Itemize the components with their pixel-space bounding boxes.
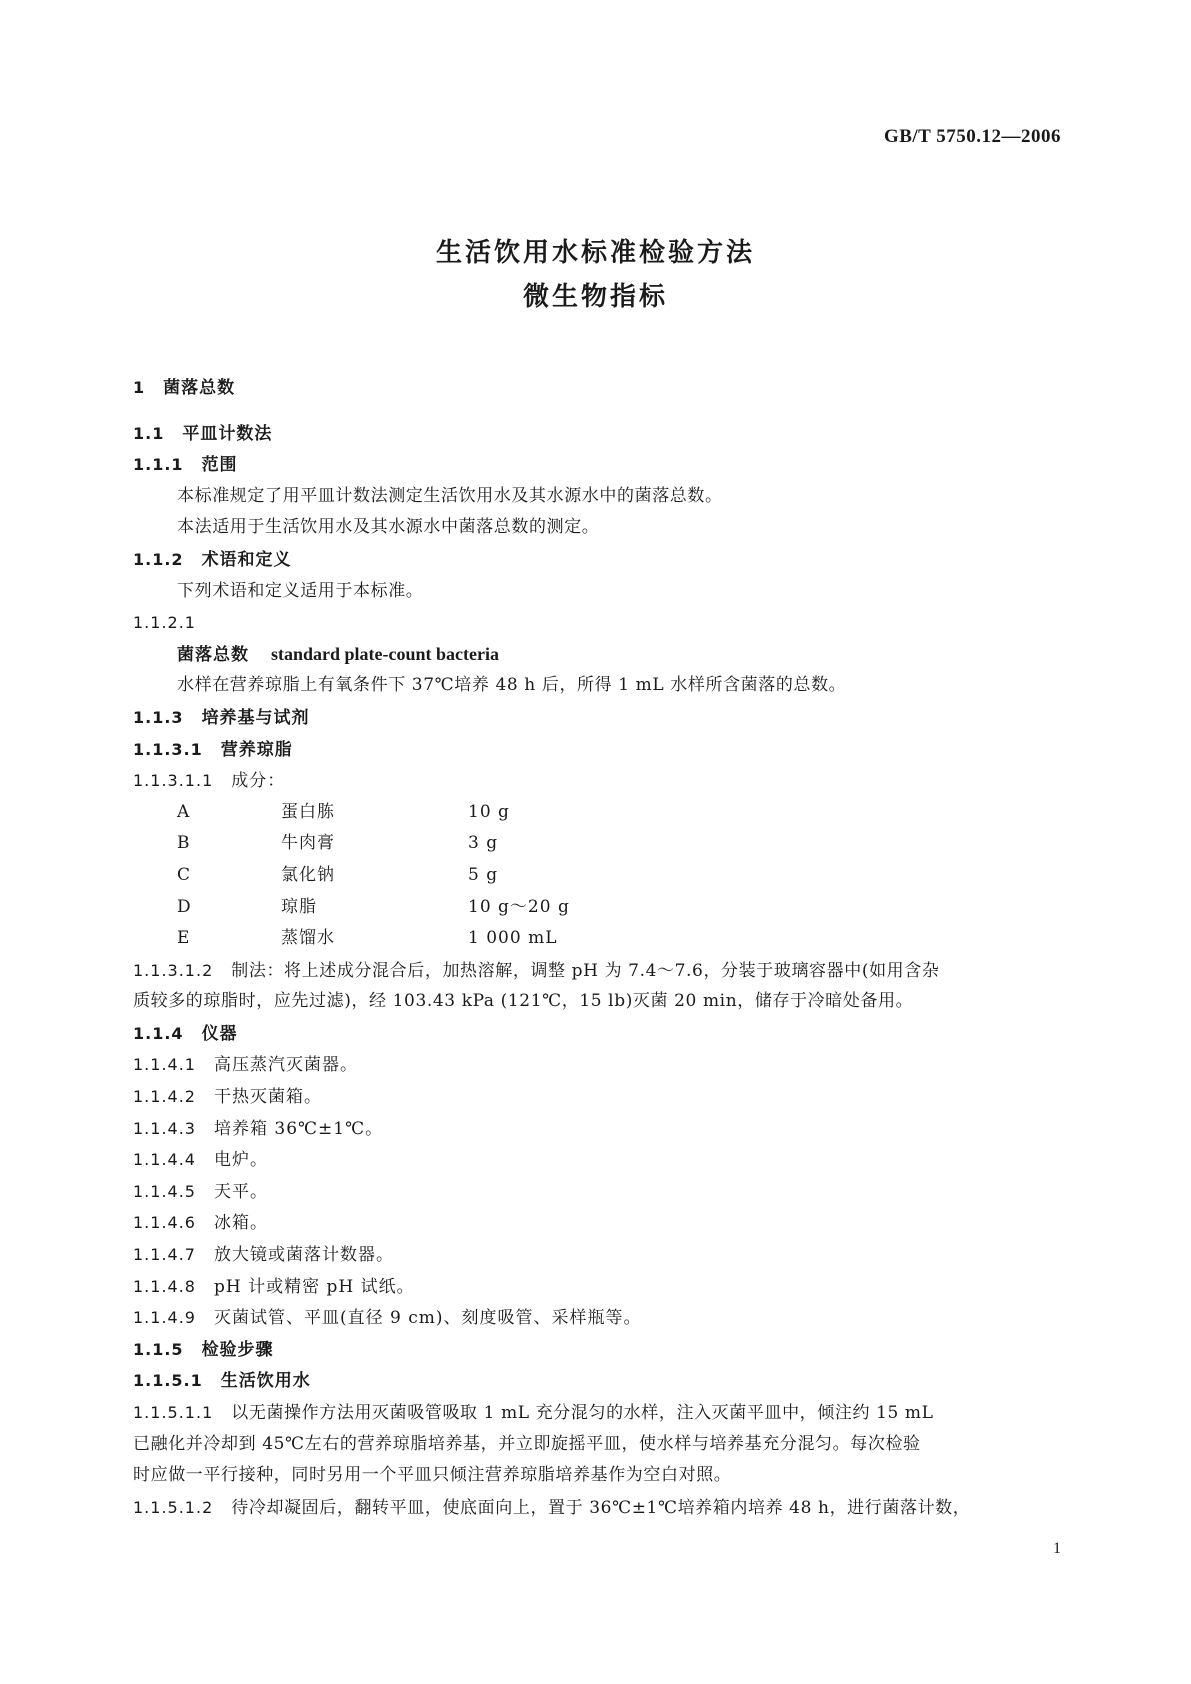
section-number: 1.1.4.6: [133, 1213, 196, 1233]
page-number: 1: [1053, 1540, 1061, 1557]
instrument-item: [133, 1271, 1063, 1303]
component-amount: 3 g: [468, 833, 499, 854]
document-subtitle: 微生物指标: [522, 282, 668, 312]
instrument-text: 放大镜或菌落计数器。: [213, 1245, 394, 1266]
section-heading: [133, 734, 1063, 766]
section-number: 1.1.1: [133, 455, 184, 475]
instrument-text: 灭菌试管、平皿(直径 9 cm)、刻度吸管、采样瓶等。: [213, 1308, 642, 1329]
document-body: [133, 372, 1063, 1523]
standard-number: GB/T 5750.12—2006: [883, 126, 1061, 147]
clause-number-row: [133, 607, 1063, 639]
term-row: [133, 639, 1063, 671]
component-row: [133, 797, 1063, 829]
section-number: 1.1.4.1: [133, 1055, 196, 1075]
section-number: 1.1.4.9: [133, 1308, 196, 1328]
section-heading: [133, 1365, 1063, 1397]
instrument-item: [133, 1049, 1063, 1081]
paragraph: 本法适用于生活饮用水及其水源水中菌落总数的测定。: [177, 517, 600, 538]
instrument-item: [133, 1113, 1063, 1145]
section-number: 1: [133, 378, 146, 397]
section-title: 检验步骤: [201, 1339, 274, 1360]
section-number: 1.1.2.1: [133, 613, 196, 633]
component-key: D: [177, 896, 192, 917]
component-amount: 10 g: [468, 801, 510, 822]
component-amount: 1 000 mL: [468, 928, 558, 949]
term-english: standard plate-count bacteria: [271, 643, 499, 664]
section-number: 1.1.2: [133, 549, 184, 569]
section-title: 术语和定义: [201, 549, 292, 570]
term-chinese: 菌落总数: [177, 644, 249, 665]
section-number: 1.1.3.1: [133, 739, 203, 759]
section-title: 菌落总数: [163, 378, 236, 398]
section-number: 1.1.5.1.1: [133, 1403, 214, 1422]
component-amount: 10 g～20 g: [468, 896, 570, 917]
component-row: [133, 860, 1063, 892]
section-number: 1.1.4.8: [133, 1276, 196, 1296]
section-heading: [133, 449, 1063, 481]
instrument-item: [133, 1176, 1063, 1208]
clause-continuation: 时应做一平行接种，同时另用一个平皿只倾注营养琼脂培养基作为空白对照。: [133, 1465, 732, 1486]
instrument-text: 天平。: [213, 1181, 268, 1202]
section-number: 1.1.4.3: [133, 1118, 196, 1138]
clause-text: 成分：: [231, 771, 286, 792]
section-title: 平皿计数法: [182, 423, 273, 444]
instrument-item: [133, 1239, 1063, 1271]
clause-row: [133, 1397, 1063, 1429]
section-number: 1.1.5.1: [133, 1371, 203, 1391]
instrument-text: pH 计或精密 pH 试纸。: [213, 1276, 415, 1297]
component-key: E: [177, 928, 191, 949]
clause-row: [133, 1492, 1063, 1524]
paragraph: 本标准规定了用平皿计数法测定生活饮用水及其水源水中的菌落总数。: [177, 485, 723, 506]
clause-text: 待冷却凝固后，翻转平皿，使底面向上，置于 36℃±1℃培养箱内培养 48 h，进行菌落计数，: [231, 1497, 971, 1518]
clause-continuation: 质较多的琼脂时，应先过滤)，经 103.43 kPa (121℃，15 lb)灭菌 20 min，储存于冷暗处备用。: [133, 991, 914, 1012]
section-title: 仪器: [201, 1023, 238, 1044]
section-title: 范围: [201, 455, 238, 476]
section-heading: [133, 702, 1063, 734]
component-name: 蒸馏水: [281, 928, 335, 949]
section-number: 1.1.4.4: [133, 1150, 196, 1170]
clause-row: [133, 765, 1063, 797]
section-heading: [133, 372, 1063, 404]
component-name: 琼脂: [281, 896, 317, 917]
component-key: B: [177, 833, 191, 854]
instrument-text: 冰箱。: [213, 1213, 268, 1234]
instrument-item: [133, 1144, 1063, 1176]
section-heading: [133, 1018, 1063, 1050]
section-title: 培养基与试剂: [201, 707, 310, 728]
clause-row: [133, 955, 1063, 987]
component-row: [133, 923, 1063, 955]
term-definition: 水样在营养琼脂上有氧条件下 37℃培养 48 h 后，所得 1 mL 水样所含菌落的总数。: [177, 675, 847, 696]
section-number: 1.1.3.1.2: [133, 960, 214, 980]
component-name: 蛋白胨: [281, 801, 335, 822]
instrument-text: 干热灭菌箱。: [213, 1087, 322, 1108]
section-heading: [133, 1334, 1063, 1366]
component-amount: 5 g: [468, 864, 499, 885]
instrument-item: [133, 1302, 1063, 1334]
section-number: 1.1.3.1.1: [133, 771, 214, 791]
clause-text: 以无菌操作方法用灭菌吸管吸取 1 mL 充分混匀的水样，注入灭菌平皿中，倾注约 15 mL: [231, 1403, 934, 1423]
instrument-item: [133, 1081, 1063, 1113]
instrument-item: [133, 1207, 1063, 1239]
section-number: 1.1.4.5: [133, 1181, 196, 1201]
component-key: A: [177, 801, 191, 822]
clause-continuation: 已融化并冷却到 45℃左右的营养琼脂培养基，并立即旋摇平皿，使水样与培养基充分混匀。每次检验: [133, 1433, 921, 1454]
component-row: [133, 828, 1063, 860]
section-number: 1.1.4: [133, 1023, 184, 1043]
section-number: 1.1: [133, 423, 165, 443]
section-heading: [133, 544, 1063, 576]
component-name: 牛肉膏: [281, 833, 335, 854]
section-heading: [133, 418, 1063, 450]
section-title: 生活饮用水: [220, 1371, 311, 1392]
clause-text: 制法：将上述成分混合后，加热溶解，调整 pH 为 7.4～7.6，分装于玻璃容器中(如用含杂: [231, 960, 940, 981]
component-name: 氯化钠: [281, 864, 335, 885]
instrument-text: 培养箱 36℃±1℃。: [213, 1118, 384, 1139]
instrument-text: 高压蒸汽灭菌器。: [213, 1055, 358, 1076]
section-number: 1.1.5: [133, 1339, 184, 1359]
section-number: 1.1.4.7: [133, 1245, 196, 1265]
section-number: 1.1.5.1.2: [133, 1497, 214, 1517]
component-key: C: [177, 864, 192, 885]
section-number: 1.1.3: [133, 707, 184, 727]
section-title: 营养琼脂: [220, 739, 293, 760]
component-row: [133, 892, 1063, 924]
paragraph: 下列术语和定义适用于本标准。: [177, 580, 424, 601]
document-title: 生活饮用水标准检验方法: [435, 238, 755, 268]
section-number: 1.1.4.2: [133, 1087, 196, 1107]
instrument-text: 电炉。: [213, 1150, 268, 1171]
